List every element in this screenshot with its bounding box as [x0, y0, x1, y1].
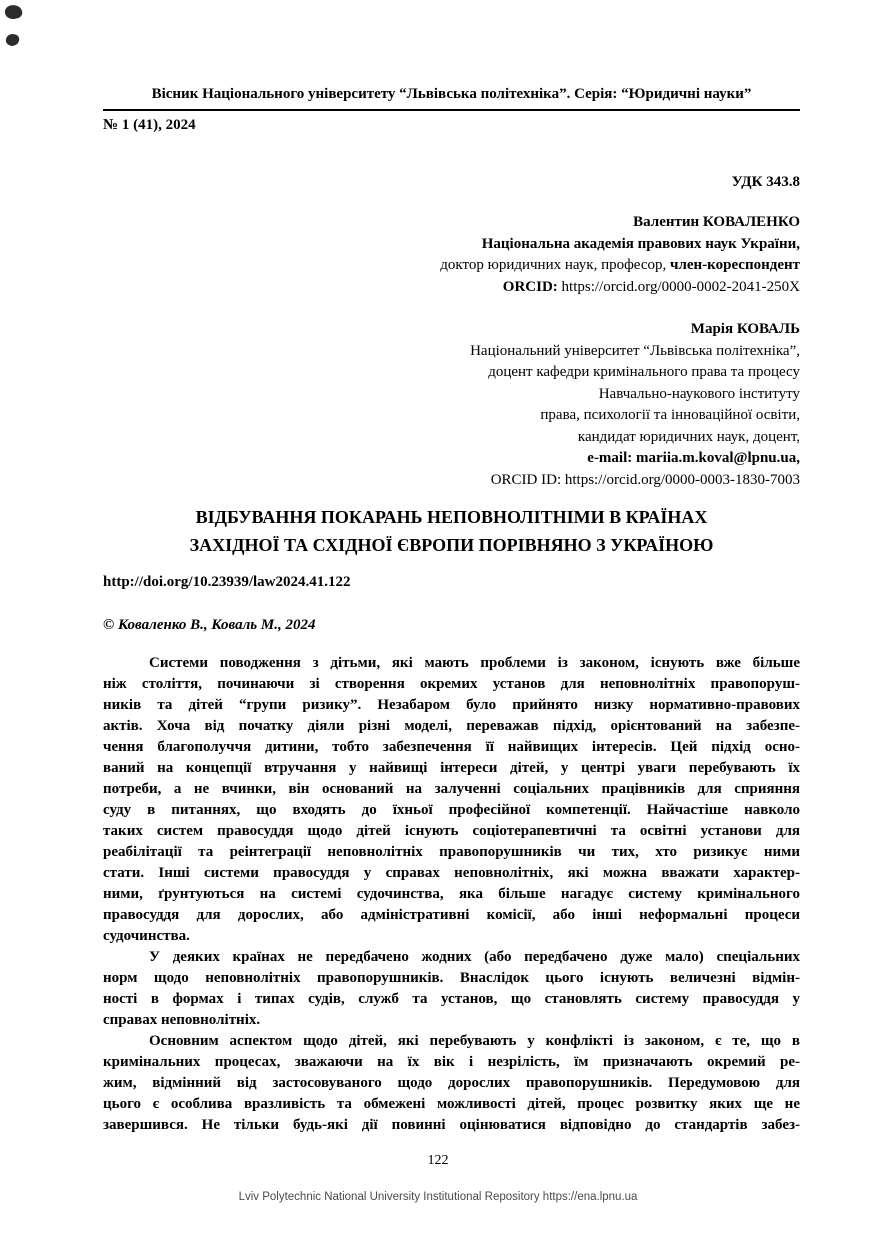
body-line: суду в питаннях, що входять до їхньої професійної компетенції. Найчастіше навколо [103, 802, 800, 818]
author-info-segment: ORCID: [502, 278, 562, 295]
author-block-kovalenko [103, 212, 800, 298]
author-info-segment: Марія КОВАЛЬ [690, 321, 800, 337]
udc-code: УДК 343.8 [731, 174, 800, 190]
scan-artifact [4, 3, 24, 20]
article-title-line-1: ВІДБУВАННЯ ПОКАРАНЬ НЕПОВНОЛІТНІМИ В КРАЇНАХ [195, 507, 708, 527]
author-info-segment: e-mail: mariia.m.koval@lpnu.ua, [587, 450, 800, 466]
author-info-line [103, 405, 800, 427]
author-info-segment: https://orcid.org/0000-0002-2041-250X [561, 278, 800, 295]
body-line: У деяких країнах не передбачено жодних (або передбачено дуже мало) спеціальних [149, 949, 800, 965]
author-info-line [103, 448, 800, 470]
author-info-segment: кандидат юридичних наук, доцент, [577, 428, 800, 445]
body-line: реабілітації та реінтеграції неповнолітніх правопорушників чи тих, хто ризикує ними [103, 844, 800, 860]
author-info-segment: Навчально-наукового інституту [598, 385, 800, 402]
author-info-line [103, 277, 800, 299]
body-line: таких систем правосуддя щодо дітей існують соціотерапевтичні та освітні установи для [103, 823, 800, 839]
author-info-segment: Валентин КОВАЛЕНКО [633, 214, 800, 230]
author-info-line [103, 427, 800, 449]
body-line: потреби, а не вчинки, він оснований на залученні соціальних працівників для сприяння [103, 781, 800, 797]
author-info-segment: Національний університет “Львівська політехніка”, [470, 342, 800, 359]
author-info-segment: доцент кафедри кримінального права та процесу [488, 364, 800, 380]
body-line: ними, ґрунтуються на системі судочинства, яка більше нагадує систему кримінального [103, 886, 800, 902]
body-paragraph [103, 947, 800, 1031]
author-info-segment: член-кореспондент [670, 257, 800, 273]
author-info-segment: доктор юридичних наук, професор, [440, 257, 670, 273]
body-line: норм щодо неповнолітніх правопорушників. Внаслідок цього існують величезні відмін- [103, 970, 800, 986]
body-line: ваний на концепції втручання у найвищі інтереси дітей, у центрі уваги перебувають їх [103, 760, 800, 776]
author-info-segment: ORCID ID: https://orcid.org/0000-0003-1830-7003 [490, 471, 800, 488]
body-line: чення благополуччя дитини, тобто забезпечення її найвищих інтересів. Цей підхід осно- [103, 739, 800, 755]
body-line: завершився. Не тільки будь-які дії повинні оцінюватися відповідно до стандартів забез- [103, 1117, 800, 1133]
body-line: ності в формах і типах судів, служб та установ, що становлять систему правосуддя у [103, 991, 800, 1007]
body-line: справах неповнолітніх. [103, 1012, 261, 1028]
author-info-line [103, 384, 800, 406]
body-line: Системи поводження з дітьми, які мають проблеми із законом, існують вже більше [149, 655, 800, 671]
body-line: ників та дітей “групи ризику”. Незабаром було прийнято низку нормативно-правових [103, 697, 800, 713]
author-info-segment: Національна академія правових наук України, [481, 235, 800, 252]
author-info-line [103, 234, 800, 256]
body-line: судочинства. [103, 928, 190, 944]
body-paragraph [103, 653, 800, 947]
body-line: кримінальних процесах, зважаючи на їх вік і незрілість, їм призначають окремий ре- [103, 1054, 800, 1070]
author-info-line [103, 319, 800, 341]
article-title-line-2: ЗАХІДНОЇ ТА СХІДНОЇ ЄВРОПИ ПОРІВНЯНО З УКРАЇНОЮ [189, 535, 714, 555]
body-line: актів. Хоча від початку діяли різні моделі, переважав підхід, орієнтований на забезпе- [103, 718, 800, 734]
body-line: правосуддя для дорослих, або адміністративні комісії, або інші неформальні процеси [103, 907, 800, 923]
article-title [103, 503, 800, 559]
body-paragraph [103, 1031, 800, 1136]
body-line: жим, відмінний від застосовуваного щодо дорослих правопорушників. Передумовою для [103, 1075, 800, 1091]
body-line: цього є особлива вразливість та обмежені можливості дітей, процес розвитку яких ще не [103, 1096, 800, 1112]
author-block-koval [103, 319, 800, 491]
body-line: Основним аспектом щодо дітей, які перебувають у конфлікті із законом, є те, що в [149, 1033, 800, 1049]
author-info-segment: права, психології та інноваційної освіти, [540, 407, 800, 423]
issue-number: № 1 (41), 2024 [103, 117, 196, 133]
author-info-line [103, 362, 800, 384]
author-info-line [103, 470, 800, 492]
author-info-line [103, 212, 800, 234]
doi-link: http://doi.org/10.23939/law2024.41.122 [103, 574, 351, 590]
header-rule [103, 109, 800, 111]
article-body [103, 653, 800, 1136]
author-info-line [103, 341, 800, 363]
journal-header: Вісник Національного університету “Львівська політехніка”. Серія: “Юридичні науки” [151, 86, 752, 102]
scan-artifact [5, 33, 21, 48]
copyright-line: © Коваленко В., Коваль М., 2024 [103, 617, 316, 633]
body-line: ніж століття, починаючи зі створення окремих установ для неповнолітніх правопоруш- [103, 676, 800, 692]
author-info-line [103, 255, 800, 277]
body-line: стати. Інші системи правосуддя у справах неповнолітніх, які можна вважати характер- [103, 865, 800, 881]
page-number: 122 [427, 1153, 449, 1168]
repository-footer: Lviv Polytechnic National University Institutional Repository https://ena.lpnu.ua [238, 1191, 638, 1203]
